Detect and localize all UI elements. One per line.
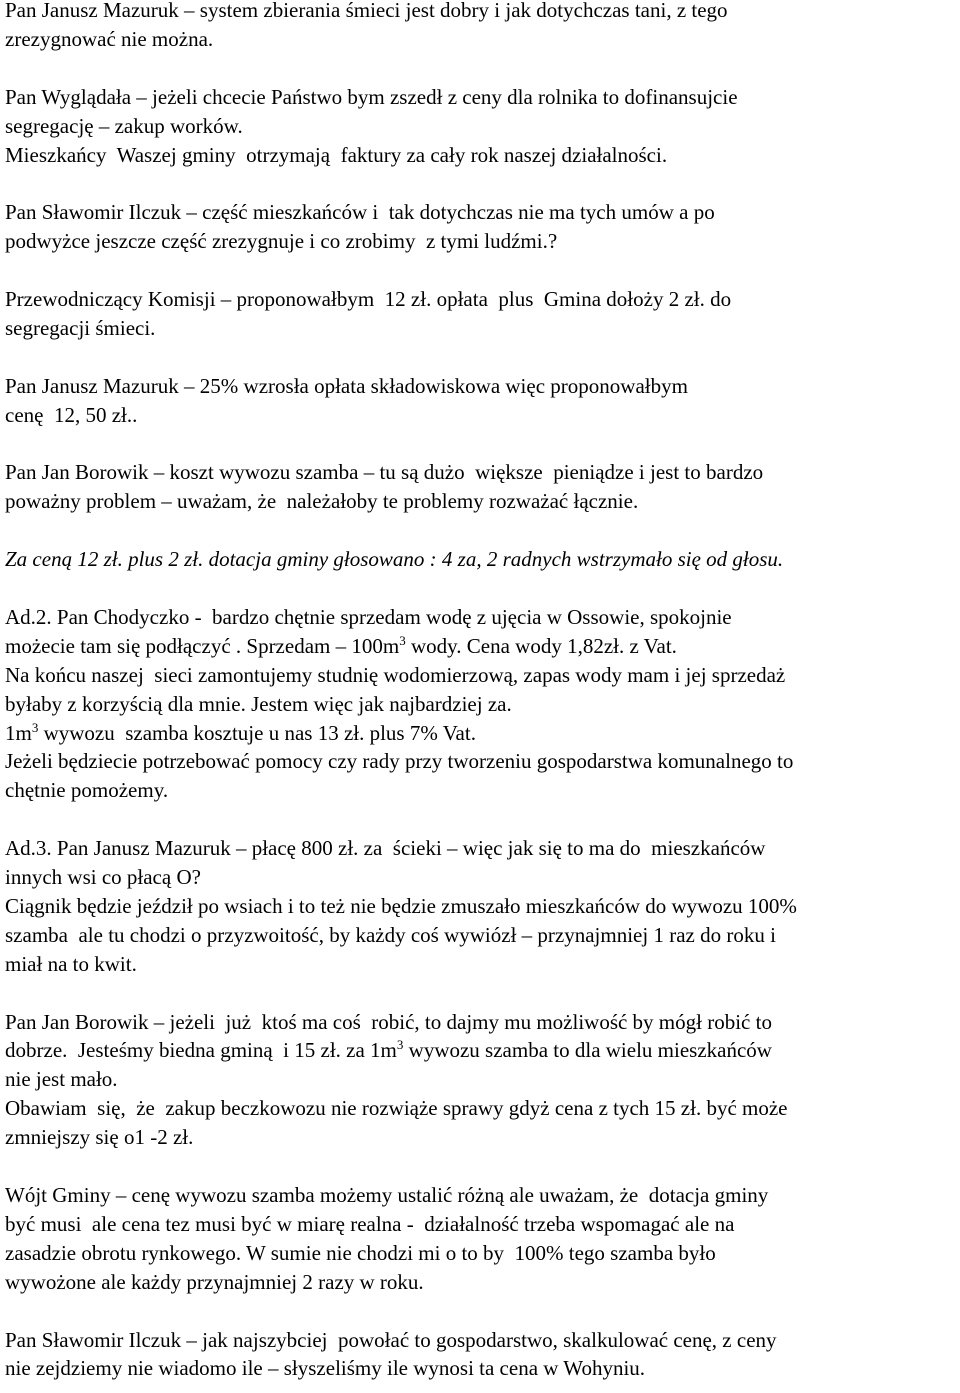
text-line: byłaby z korzyścią dla mnie. Jestem więc jak najbardziej za.: [5, 691, 512, 716]
text-line: nie jest mało.: [5, 1067, 118, 1092]
text-segment: wywozu szamba to dla wielu mieszkańców: [403, 1038, 772, 1063]
text-line: zmniejszy się o1 -2 zł.: [5, 1125, 194, 1150]
text-line: segregacji śmieci.: [5, 315, 156, 340]
text-line: Mieszkańcy Waszej gminy otrzymają faktury za cały rok naszej działalności.: [5, 142, 668, 167]
text-line: podwyżce jeszcze część zrezygnuje i co zrobimy z tymi ludźmi.?: [5, 229, 558, 254]
text-line: [5, 719, 957, 748]
text-line: Wójt Gminy – cenę wywozu szamba możemy ustalić różną ale uważam, że dotacja gminy: [5, 1183, 769, 1207]
text-line: segregację – zakup worków.: [5, 113, 243, 138]
document-page: [5, 0, 957, 1383]
text-line: szamba ale tu chodzi o przyzwoitość, by każdy coś wywiózł – przynajmniej 1 raz do roku i: [5, 922, 776, 947]
text-line: Ad.3. Pan Janusz Mazuruk – płacę 800 zł. za ścieki – więc jak się to ma do mieszkańców: [5, 836, 766, 861]
text-line: Obawiam się, że zakup beczkowozu nie rozwiąże sprawy gdyż cena z tych 15 zł. być może: [5, 1096, 788, 1121]
text-line: cenę 12, 50 zł..: [5, 402, 138, 427]
text-line: Jeżeli będziecie potrzebować pomocy czy rady przy tworzeniu gospodarstwa komunalnego to: [5, 749, 794, 774]
vote-result-line: Za ceną 12 zł. plus 2 zł. dotacja gminy głosowano : 4 za, 2 radnych wstrzymało się od głosu.: [5, 547, 784, 572]
text-segment: możecie tam się podłączyć . Sprzedam – 100m: [5, 633, 400, 658]
text-segment: wody. Cena wody 1,82zł. z Vat.: [405, 633, 677, 658]
paragraph-gap: [5, 256, 957, 285]
paragraph-gap: [5, 54, 957, 83]
text-line: Ciągnik będzie jeździł po wsiach i to też nie będzie zmuszało mieszkańców do wywozu 100%: [5, 893, 797, 918]
text-line: wywożone ale każdy przynajmniej 2 razy w roku.: [5, 1269, 424, 1294]
text-line: zasadzie obrotu rynkowego. W sumie nie chodzi mi o to by 100% tego szamba było: [5, 1240, 716, 1265]
text-line: innych wsi co płacą O?: [5, 865, 201, 890]
text-line: Pan Janusz Mazuruk – system zbierania śmieci jest dobry i jak dotychczas tani, z tego: [5, 0, 728, 22]
text-line: Na końcu naszej sieci zamontujemy studnię wodomierzową, zapas wody mam i jej sprzedaż: [5, 662, 786, 687]
paragraph-gap: [5, 805, 957, 834]
text-line: nie zejdziemy nie wiadomo ile – słyszeliśmy ile wynosi ta cena w Wohyniu.: [5, 1356, 646, 1381]
paragraph-gap: [5, 343, 957, 372]
paragraph-gap: [5, 979, 957, 1008]
text-line: Pan Sławomir Ilczuk – część mieszkańców i tak dotychczas nie ma tych umów a po: [5, 200, 715, 225]
superscript: 3: [31, 719, 39, 735]
superscript: 3: [399, 632, 406, 648]
text-line: Przewodniczący Komisji – proponowałbym 12 zł. opłata plus Gmina dołoży 2 zł. do: [5, 287, 732, 312]
paragraph-gap: [5, 1152, 957, 1181]
text-segment: 1m: [5, 720, 32, 745]
text-line: być musi ale cena tez musi być w miarę realna - działalność trzeba wspomagać ale na: [5, 1211, 735, 1236]
text-segment: dobrze. Jesteśmy biedna gminą i 15 zł. za 1m: [5, 1038, 397, 1063]
text-segment: wywozu szamba kosztuje u nas 13 zł. plus 7% Vat.: [38, 720, 476, 745]
text-line: Ad.2. Pan Chodyczko - bardzo chętnie sprzedam wodę z ujęcia w Ossowie, spokojnie: [5, 604, 732, 629]
text-line: [5, 1036, 957, 1065]
text-line: zrezygnować nie można.: [5, 26, 214, 51]
paragraph-gap: [5, 1297, 957, 1326]
text-line: Pan Sławomir Ilczuk – jak najszybciej powołać to gospodarstwo, skalkulować cenę, z ceny: [5, 1327, 777, 1352]
paragraph-gap: [5, 516, 957, 545]
paragraph-gap: [5, 430, 957, 459]
text-line: Pan Wyglądała – jeżeli chcecie Państwo bym zszedł z ceny dla rolnika to dofinansujcie: [5, 84, 738, 109]
superscript: 3: [396, 1037, 404, 1053]
text-line: Pan Jan Borowik – jeżeli już ktoś ma coś robić, to dajmy mu możliwość by mógł robić to: [5, 1009, 772, 1034]
text-line: poważny problem – uważam, że należałoby te problemy rozważać łącznie.: [5, 489, 639, 514]
text-line: Pan Janusz Mazuruk – 25% wzrosła opłata składowiskowa więc proponowałbym: [5, 373, 688, 398]
text-line: miał na to kwit.: [5, 951, 137, 976]
paragraph-gap: [5, 169, 957, 198]
text-line: [5, 632, 957, 661]
text-line: Pan Jan Borowik – koszt wywozu szamba – tu są dużo większe pieniądze i jest to bardzo: [5, 460, 764, 485]
text-line: chętnie pomożemy.: [5, 778, 169, 803]
paragraph-gap: [5, 574, 957, 603]
